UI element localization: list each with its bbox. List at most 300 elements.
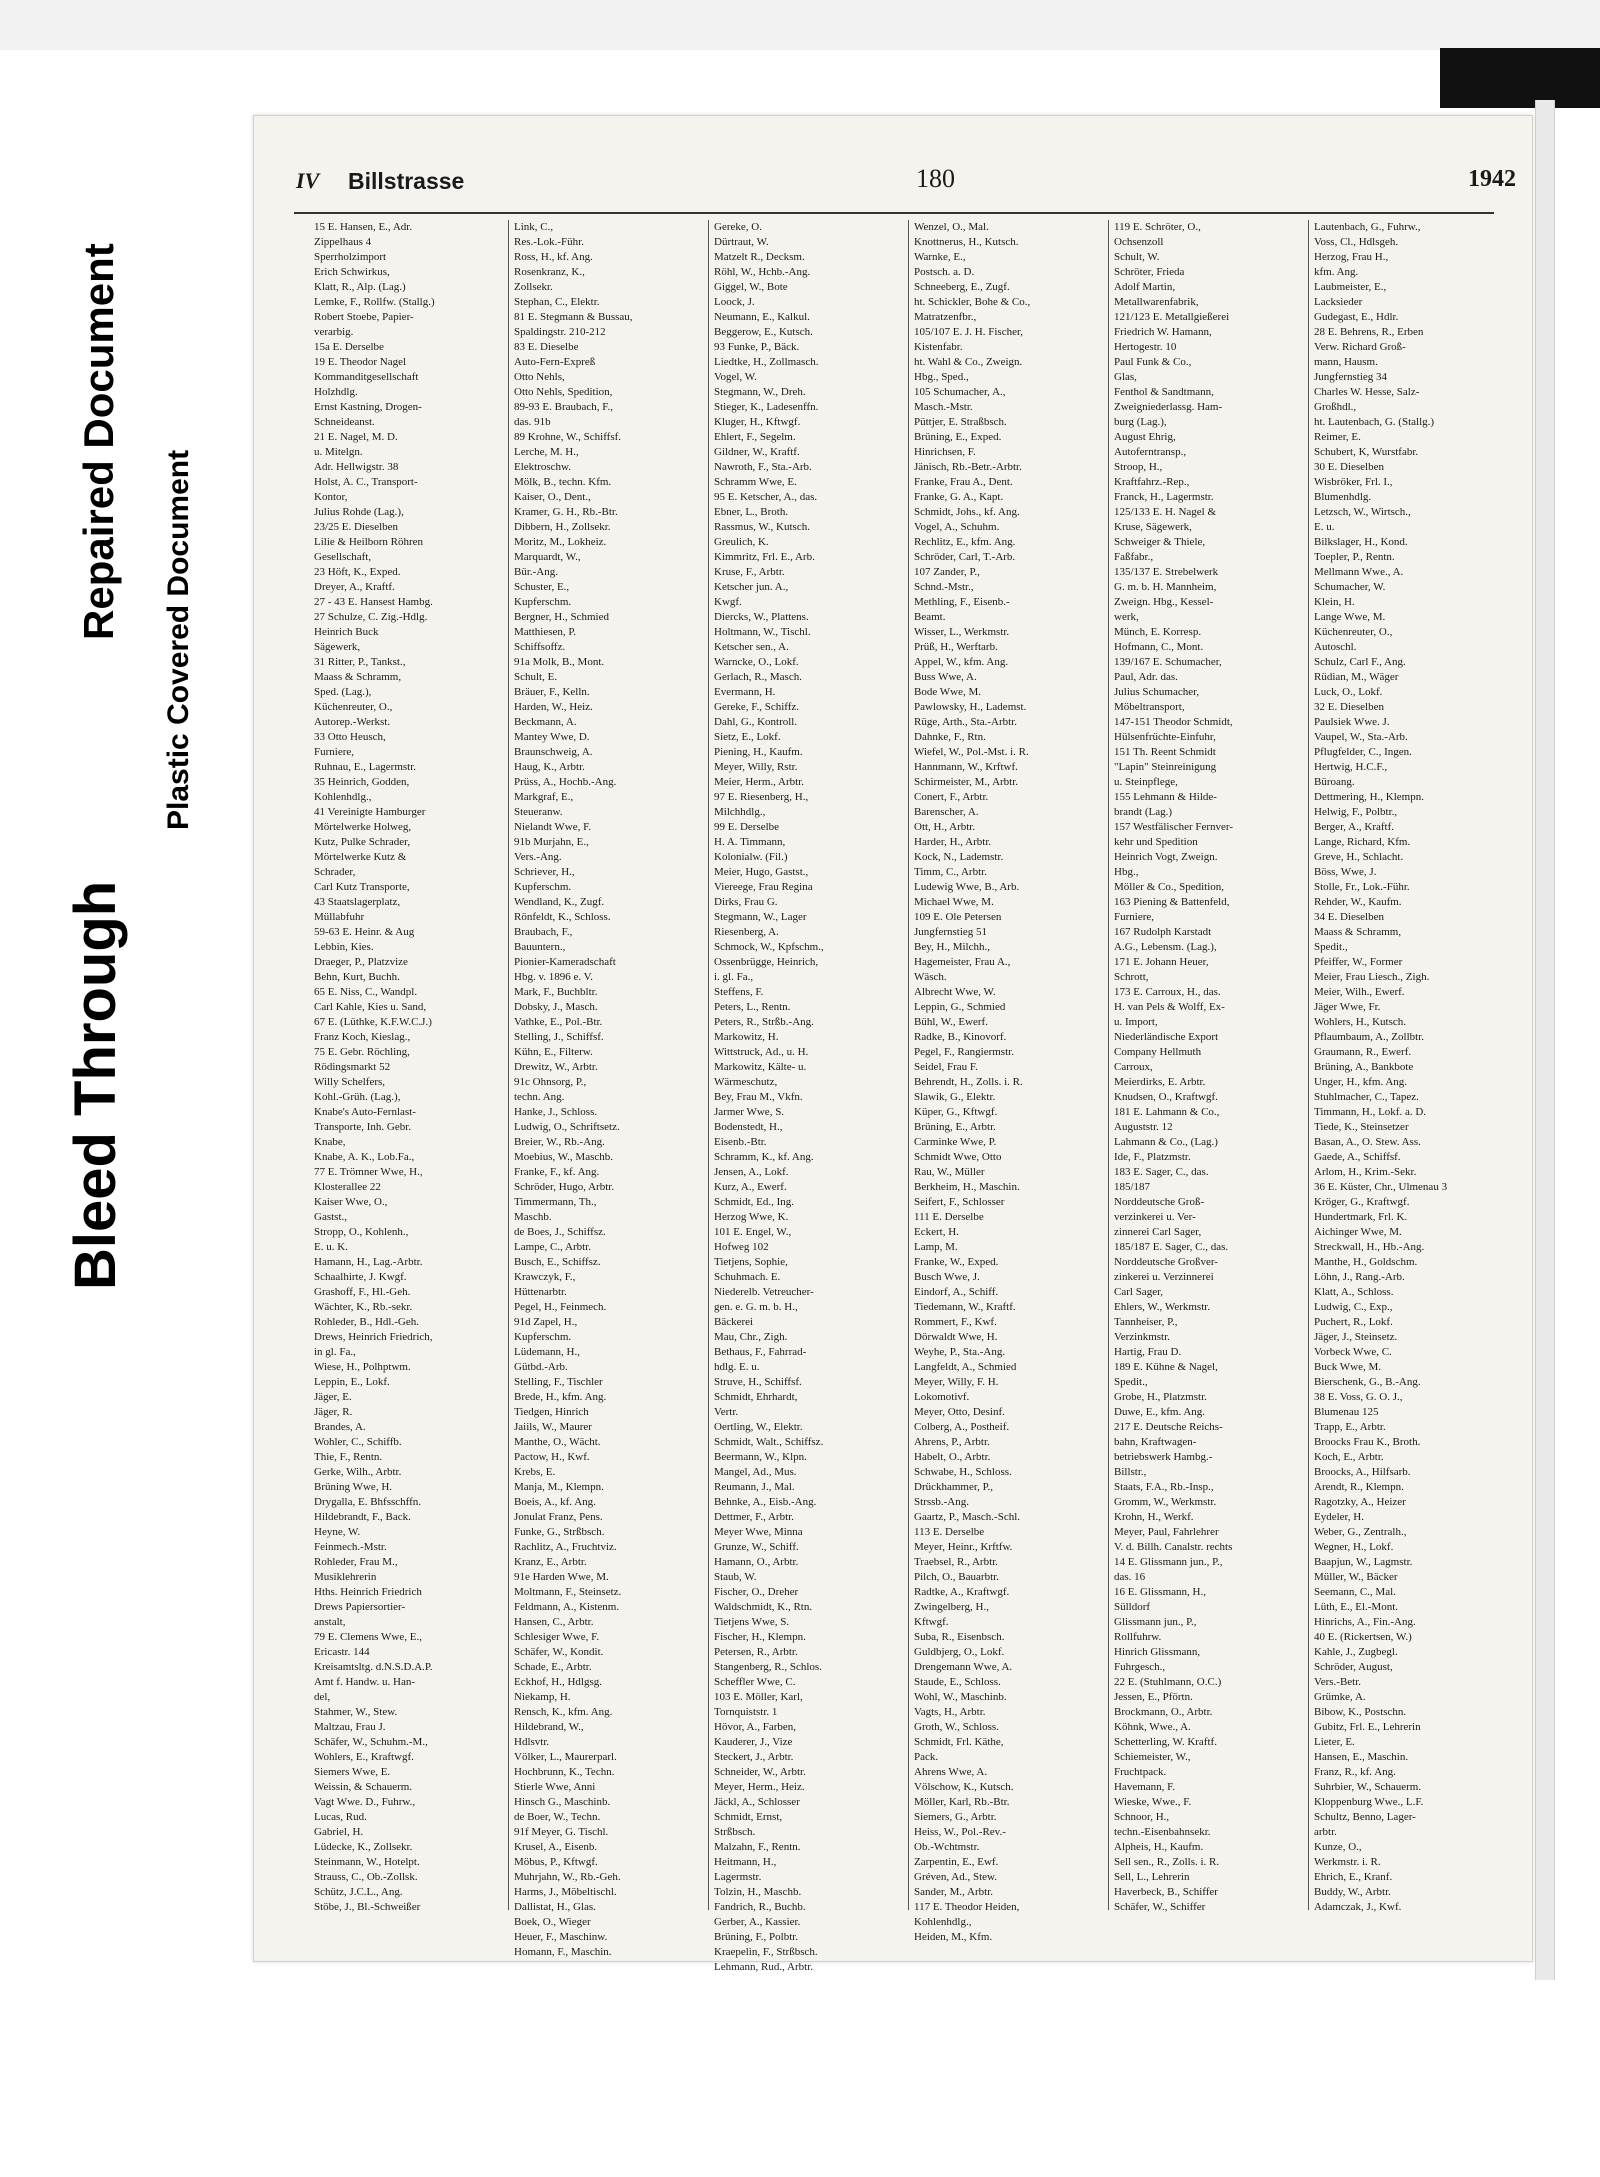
directory-entry: Schriever, H., <box>514 866 575 878</box>
directory-entry: Mantey Wwe, D. <box>514 731 590 743</box>
directory-entry: Breier, W., Rb.-Ang. <box>514 1136 605 1148</box>
directory-entry: Pegel, H., Feinmech. <box>514 1301 607 1313</box>
directory-entry: Gaede, A., Schiffsf. <box>1314 1151 1401 1163</box>
directory-entry: Hanke, J., Schloss. <box>514 1106 598 1118</box>
directory-entry: E. u. <box>1314 521 1335 533</box>
directory-entry: Drewitz, W., Arbtr. <box>514 1061 598 1073</box>
directory-entry: Rollfuhrw. <box>1114 1631 1162 1643</box>
directory-entry: Klatt, R., Alp. (Lag.) <box>314 281 406 293</box>
directory-entry: Völschow, K., Kutsch. <box>914 1781 1014 1793</box>
directory-entry: Lacksieder <box>1314 296 1363 308</box>
directory-entry: Meyer Wwe, Minna <box>714 1526 803 1538</box>
directory-entry: Brüning, E., Arbtr. <box>914 1121 996 1133</box>
directory-entry: Pfeiffer, W., Former <box>1314 956 1403 968</box>
directory-entry: 99 E. Derselbe <box>714 821 780 833</box>
directory-entry: Hundertmark, Frl. K. <box>1314 1211 1408 1223</box>
directory-entry: Sägewerk, <box>314 641 361 653</box>
directory-entry: Vers.-Ang. <box>514 851 562 863</box>
directory-entry: 59-63 E. Heinr. & Aug <box>314 926 415 938</box>
directory-entry: Lilie & Heilborn Röhren <box>314 536 424 548</box>
directory-entry: Küchenreuter, O., <box>1314 626 1393 638</box>
directory-entry: 91c Ohnsorg, P., <box>514 1076 587 1088</box>
directory-entry: 43 Staatslagerplatz, <box>314 896 401 908</box>
directory-entry: Stegmann, W., Dreh. <box>714 386 806 398</box>
directory-entry: Rönfeldt, K., Schloss. <box>514 911 611 923</box>
directory-entry: Sped. (Lag.), <box>314 686 372 698</box>
directory-entry: Ide, F., Platzmstr. <box>1114 1151 1191 1163</box>
directory-entry: Carl Kutz Transporte, <box>314 881 410 893</box>
directory-entry: Warncke, O., Lokf. <box>714 656 799 668</box>
directory-entry: Ehrich, E., Kranf. <box>1314 1871 1393 1883</box>
directory-entry: Busch, E., Schiffsz. <box>514 1256 601 1268</box>
directory-entry: 171 E. Johann Heuer, <box>1114 956 1209 968</box>
directory-entry: Schröter, Frieda <box>1114 266 1185 278</box>
directory-entry: Stangenberg, R., Schlos. <box>714 1661 822 1673</box>
directory-entry: Schrader, <box>314 866 356 878</box>
directory-entry: Mellmann Wwe., A. <box>1314 566 1404 578</box>
directory-entry: Wäsch. <box>914 971 947 983</box>
directory-entry: 23/25 E. Dieselben <box>314 521 399 533</box>
directory-entry: Thie, F., Rentn. <box>314 1451 383 1463</box>
directory-entry: 101 E. Engel, W., <box>714 1226 792 1238</box>
directory-entry: Haverbeck, B., Schiffer <box>1114 1886 1218 1898</box>
directory-entry: Schiffsoffz. <box>514 641 566 653</box>
directory-entry: Schröder, Hugo, Arbtr. <box>514 1181 615 1193</box>
directory-entry: Musiklehrerin <box>314 1571 377 1583</box>
directory-entry: Hannmann, W., Krftwf. <box>914 761 1018 773</box>
directory-entry: Voss, Cl., Hdlsgeh. <box>1314 236 1399 248</box>
directory-entry: Jäckl, A., Schlosser <box>714 1796 800 1808</box>
directory-entry: 16 E. Glissmann, H., <box>1114 1586 1206 1598</box>
directory-entry: Hofmann, C., Mont. <box>1114 641 1204 653</box>
directory-entry: Markowitz, H. <box>714 1031 779 1043</box>
directory-entry: Kohl.-Grüh. (Lag.), <box>314 1091 401 1103</box>
directory-entry: Behrendt, H., Zolls. i. R. <box>914 1076 1023 1088</box>
directory-entry: Lange, Richard, Kfm. <box>1314 836 1411 848</box>
directory-entry: 113 E. Derselbe <box>914 1526 985 1538</box>
directory-column <box>1314 220 1508 1913</box>
directory-entry: Eisenb.-Btr. <box>714 1136 767 1148</box>
directory-entry: Tolzin, H., Maschb. <box>714 1886 802 1898</box>
directory-entry: Lehmann, Rud., Arbtr. <box>714 1961 813 1973</box>
directory-entry: Radke, B., Kinovorf. <box>914 1031 1007 1043</box>
directory-entry: Grashoff, F., Hl.-Geh. <box>314 1286 411 1298</box>
directory-entry: Hochbrunn, K., Techn. <box>514 1766 615 1778</box>
directory-entry: Köhnk, Wwe., A. <box>1114 1721 1191 1733</box>
directory-entry: Vogel, A., Schuhm. <box>914 521 1000 533</box>
directory-entry: Wohlers, H., Kutsch. <box>1314 1016 1406 1028</box>
directory-entry: Wohlers, E., Kraftwgf. <box>314 1751 414 1763</box>
directory-entry: i. gl. Fa., <box>714 971 754 983</box>
directory-entry: Klatt, A., Schloss. <box>1314 1286 1394 1298</box>
directory-entry: Herzog Wwe, K. <box>714 1211 789 1223</box>
directory-entry: Kahle, J., Zugbegl. <box>1314 1646 1398 1658</box>
directory-entry: Mölk, B., techn. Kfm. <box>514 476 612 488</box>
directory-entry: Kranz, E., Arbtr. <box>514 1556 587 1568</box>
directory-entry: Krawczyk, F., <box>514 1271 576 1283</box>
directory-entry: Eydeler, H. <box>1314 1511 1364 1523</box>
directory-entry: 189 E. Kühne & Nagel, <box>1114 1361 1218 1373</box>
directory-entry: Franke, W., Exped. <box>914 1256 999 1268</box>
directory-entry: Peters, R., Strßb.-Ang. <box>714 1016 814 1028</box>
directory-entry: 27 Schulze, C. Zig.-Hdlg. <box>314 611 428 623</box>
directory-entry: Stephan, C., Elektr. <box>514 296 600 308</box>
directory-entry: Busch Wwe, J. <box>914 1271 980 1283</box>
directory-entry: 185/187 <box>1114 1181 1151 1193</box>
directory-entry: Paul, Adr. das. <box>1114 671 1178 683</box>
directory-entry: Willy Schelfers, <box>314 1076 386 1088</box>
directory-entry: Glissmann jun., P., <box>1114 1616 1197 1628</box>
directory-entry: Röhl, W., Hchb.-Ang. <box>714 266 811 278</box>
directory-entry: Hamann, H., Lag.-Arbtr. <box>314 1256 423 1268</box>
directory-entry: Blumenhdlg. <box>1314 491 1372 503</box>
directory-entry: Ehlert, F., Segelm. <box>714 431 796 443</box>
directory-entry: Kraepelin, F., Strßbsch. <box>714 1946 818 1958</box>
directory-entry: Broocks, A., Hilfsarb. <box>1314 1466 1411 1478</box>
directory-entry: Niederländische Export <box>1114 1031 1219 1043</box>
directory-entry: Amt f. Handw. u. Han- <box>314 1676 416 1688</box>
directory-entry: 103 E. Möller, Karl, <box>714 1691 803 1703</box>
directory-entry: Jäger, J., Steinsetz. <box>1314 1331 1398 1343</box>
directory-entry: Feinmech.-Mstr. <box>314 1541 387 1553</box>
directory-entry: Robert Stoebe, Papier- <box>314 311 414 323</box>
header-rule <box>294 212 1494 214</box>
directory-entry: Piening, H., Kaufm. <box>714 746 803 758</box>
directory-entry: Maass & Schramm, <box>314 671 402 683</box>
directory-entry: Lemke, F., Rollfw. (Stallg.) <box>314 296 435 308</box>
directory-entry: Beermann, W., Klpn. <box>714 1451 807 1463</box>
directory-entry: Wendland, K., Zugf. <box>514 896 605 908</box>
directory-entry: Waldschmidt, K., Rtn. <box>714 1601 813 1613</box>
directory-entry: Jäger Wwe, Fr. <box>1314 1001 1381 1013</box>
directory-entry: Maschb. <box>514 1211 552 1223</box>
directory-entry: Carl Sager, <box>1114 1286 1164 1298</box>
directory-entry: Masch.-Mstr. <box>914 401 973 413</box>
directory-entry: Colberg, A., Postheif. <box>914 1421 1010 1433</box>
directory-entry: Lüdecke, K., Zollsekr. <box>314 1841 413 1853</box>
directory-entry: Autoschl. <box>1314 641 1357 653</box>
directory-entry: hdlg. E. u. <box>714 1361 760 1373</box>
directory-entry: Ruhnau, E., Lagermstr. <box>314 761 417 773</box>
directory-entry: Stahmer, W., Stew. <box>314 1706 398 1718</box>
directory-entry: Kurz, A., Ewerf. <box>714 1181 787 1193</box>
directory-entry: Jungfernstieg 34 <box>1314 371 1388 383</box>
directory-entry: Zweigniederlassg. Ham- <box>1114 401 1223 413</box>
directory-entry: Fischer, O., Dreher <box>714 1586 799 1598</box>
directory-entry: Lagermstr. <box>714 1871 762 1883</box>
directory-entry: Duwe, E., kfm. Ang. <box>1114 1406 1206 1418</box>
directory-entry: V. d. Billh. Canalstr. rechts <box>1114 1541 1233 1553</box>
directory-entry: techn.-Eisenbahnsekr. <box>1114 1826 1211 1838</box>
directory-entry: Schiemeister, W., <box>1114 1751 1191 1763</box>
directory-entry: Brockmann, O., Arbtr. <box>1114 1706 1213 1718</box>
directory-entry: Tietjens Wwe, S. <box>714 1616 790 1628</box>
directory-entry: Suba, R., Eisenbsch. <box>914 1631 1005 1643</box>
directory-entry: Steckert, J., Arbtr. <box>714 1751 794 1763</box>
directory-entry: Vagts, H., Arbtr. <box>914 1706 986 1718</box>
directory-entry: Timm, C., Arbtr. <box>914 866 987 878</box>
directory-entry: Haug, K., Arbtr. <box>514 761 585 773</box>
directory-entry: Moltmann, F., Steinsetz. <box>514 1586 622 1598</box>
directory-entry: Hildebrandt, F., Back. <box>314 1511 411 1523</box>
directory-entry: Meier, Herm., Arbtr. <box>714 776 804 788</box>
directory-entry: Schneideanst. <box>314 416 375 428</box>
directory-entry: Letzsch, W., Wirtsch., <box>1314 506 1411 518</box>
directory-entry: anstalt, <box>314 1616 346 1628</box>
directory-entry: Wisser, L., Werkmstr. <box>914 626 1010 638</box>
directory-entry: Pflugfelder, C., Ingen. <box>1314 746 1412 758</box>
directory-entry: Ob.-Wchtmstr. <box>914 1841 980 1853</box>
directory-entry: Ludewig Wwe, B., Arb. <box>914 881 1020 893</box>
directory-entry: Sülldorf <box>1114 1601 1151 1613</box>
directory-entry: Tiede, K., Steinsetzer <box>1314 1121 1409 1133</box>
directory-entry: Knottnerus, H., Kutsch. <box>914 236 1019 248</box>
directory-entry: Spaldingstr. 210-212 <box>514 326 606 338</box>
directory-entry: Krebs, E. <box>514 1466 556 1478</box>
directory-entry: Habelt, O., Arbtr. <box>914 1451 991 1463</box>
directory-entry: Schmidt, Frl. Käthe, <box>914 1736 1004 1748</box>
directory-entry: Gerke, Wilh., Arbtr. <box>314 1466 402 1478</box>
directory-entry: Knudsen, O., Kraftwgf. <box>1114 1091 1218 1103</box>
directory-entry: Büroang. <box>1314 776 1355 788</box>
directory-entry: Rechlitz, E., kfm. Ang. <box>914 536 1016 548</box>
directory-entry: Zarpentin, E., Ewf. <box>914 1856 999 1868</box>
directory-entry: Müllabfuhr <box>314 911 365 923</box>
directory-entry: Ahrens Wwe, A. <box>914 1766 988 1778</box>
directory-entry: Ahrens, P., Arbtr. <box>914 1436 990 1448</box>
directory-entry: Slawik, G., Elektr. <box>914 1091 996 1103</box>
directory-entry: 135/137 E. Strebelwerk <box>1114 566 1219 578</box>
directory-entry: Ketscher jun. A., <box>714 581 789 593</box>
directory-entry: Rensch, K., kfm. Ang. <box>514 1706 613 1718</box>
directory-entry: Knabe, <box>314 1136 346 1148</box>
directory-entry: Jarmer Wwe, S. <box>714 1106 785 1118</box>
directory-entry: 31 Ritter, P., Tankst., <box>314 656 406 668</box>
directory-entry: Ericastr. 144 <box>314 1646 370 1658</box>
directory-entry: Schäfer, W., Kondit. <box>514 1646 604 1658</box>
directory-entry: Lange Wwe, M. <box>1314 611 1386 623</box>
directory-entry: 105/107 E. J. H. Fischer, <box>914 326 1023 338</box>
directory-entry: Baapjun, W., Lagmstr. <box>1314 1556 1413 1568</box>
directory-entry: Jäger, E. <box>314 1391 352 1403</box>
repaired-document-label: Repaired Document <box>75 243 122 640</box>
directory-entry: Wenzel, O., Mal. <box>914 221 989 233</box>
directory-entry: Hths. Heinrich Friedrich <box>314 1586 422 1598</box>
directory-entry: Arendt, R., Klempn. <box>1314 1481 1404 1493</box>
directory-entry: Paulsiek Wwe. J. <box>1314 716 1390 728</box>
directory-entry: werk, <box>1114 611 1139 623</box>
directory-entry: Radtke, A., Kraftwgf. <box>914 1586 1010 1598</box>
directory-entry: Stolle, Fr., Lok.-Führ. <box>1314 881 1410 893</box>
directory-entry: Adolf Martin, <box>1114 281 1176 293</box>
directory-entry: Dürtraut, W. <box>714 236 769 248</box>
directory-entry: Weissin, & Schauerm. <box>314 1781 413 1793</box>
directory-column <box>514 220 709 1958</box>
directory-entry: Fruchtpack. <box>1114 1766 1167 1778</box>
directory-entry: Bodenstedt, H., <box>714 1121 783 1133</box>
directory-entry: Verw. Richard Groß- <box>1314 341 1406 353</box>
directory-entry: Lüdemann, H., <box>514 1346 580 1358</box>
directory-entry: Lebbin, Kies. <box>314 941 374 953</box>
directory-entry: Marquardt, W., <box>514 551 581 563</box>
directory-entry: Krohn, H., Werkf. <box>1114 1511 1194 1523</box>
directory-entry: Buss Wwe, A. <box>914 671 977 683</box>
directory-entry: Kreisamtsltg. d.N.S.D.A.P. <box>314 1661 433 1673</box>
directory-entry: Lampe, C., Arbtr. <box>514 1241 591 1253</box>
directory-entry: Strßbsch. <box>714 1826 756 1838</box>
directory-entry: Beggerow, E., Kutsch. <box>714 326 813 338</box>
page-number: 180 <box>916 164 955 193</box>
directory-entry: Püttjer, E. Straßbsch. <box>914 416 1007 428</box>
directory-entry: 75 E. Gebr. Röchling, <box>314 1046 410 1058</box>
directory-entry: Schnoor, H., <box>1114 1811 1170 1823</box>
directory-entry: Pactow, H., Kwf. <box>514 1451 590 1463</box>
directory-entry: Eindorf, A., Schiff. <box>914 1286 999 1298</box>
directory-entry: Heiden, M., Kfm. <box>914 1931 993 1943</box>
directory-entry: Autorep.-Werkst. <box>314 716 391 728</box>
directory-entry: Schulz, Carl F., Ang. <box>1314 656 1406 668</box>
directory-entry: 65 E. Niss, C., Wandpl. <box>314 986 418 998</box>
directory-entry: Pflaumbaum, A., Zollbtr. <box>1314 1031 1424 1043</box>
directory-entry: Brede, H., kfm. Ang. <box>514 1391 607 1403</box>
directory-entry: Holst, A. C., Transport- <box>314 476 418 488</box>
directory-entry: verarbig. <box>314 326 354 338</box>
directory-entry: Küper, G., Kftwgf. <box>914 1106 998 1118</box>
directory-entry: August Ehrig, <box>1114 431 1176 443</box>
directory-entry: Spedit., <box>1314 941 1348 953</box>
directory-entry: Gabriel, H. <box>314 1826 364 1838</box>
directory-entry: Völker, L., Maurerparl. <box>514 1751 617 1763</box>
directory-entry: Lamp, M. <box>914 1241 958 1253</box>
directory-entry: Knabe, A. K., Lob.Fa., <box>314 1151 415 1163</box>
directory-entry: Strssb.-Ang. <box>914 1496 970 1508</box>
bleed-through-label: Bleed Through <box>63 880 128 1290</box>
directory-entry: Grobe, H., Platzmstr. <box>1114 1391 1207 1403</box>
directory-entry: Steueranw. <box>514 806 563 818</box>
directory-entry: 15 E. Hansen, E., Adr. <box>314 221 413 233</box>
page-header <box>296 164 1516 204</box>
directory-entry: Meierdirks, E. Arbtr. <box>1114 1076 1206 1088</box>
directory-entry: Schmidt, Ernst, <box>714 1811 783 1823</box>
directory-entry: Carl Kahle, Kies u. Sand, <box>314 1001 427 1013</box>
directory-entry: Schröder, Carl, T.-Arb. <box>914 551 1016 563</box>
directory-entry: Moebius, W., Maschb. <box>514 1151 613 1163</box>
directory-entry: Braunschweig, A. <box>514 746 593 758</box>
directory-entry: Vagt Wwe. D., Fuhrw., <box>314 1796 416 1808</box>
directory-entry: Meier, Frau Liesch., Zigh. <box>1314 971 1430 983</box>
directory-entry: Rüge, Arth., Sta.-Arbtr. <box>914 716 1017 728</box>
directory-entry: Bühl, W., Ewerf. <box>914 1016 988 1028</box>
directory-entry: Dettmer, F., Arbtr. <box>714 1511 794 1523</box>
directory-entry: brandt (Lag.) <box>1114 806 1173 818</box>
directory-entry: Gaartz, P., Masch.-Schl. <box>914 1511 1021 1523</box>
directory-entry: Bür.-Ang. <box>514 566 558 578</box>
directory-entry: Grunze, W., Schiff. <box>714 1541 799 1553</box>
directory-entry: Carroux, <box>1114 1061 1153 1073</box>
directory-entry: Klein, H. <box>1314 596 1355 608</box>
directory-entry: Wittstruck, Ad., u. H. <box>714 1046 809 1058</box>
directory-entry: Conert, F., Arbtr. <box>914 791 989 803</box>
street-name: Billstrasse <box>348 168 465 194</box>
directory-entry: 181 E. Lahmann & Co., <box>1114 1106 1220 1118</box>
directory-entry: Staats, F.A., Rb.-Insp., <box>1114 1481 1214 1493</box>
directory-entry: Mark, F., Buchbltr. <box>514 986 598 998</box>
directory-entry: Gütbd.-Arb. <box>514 1361 568 1373</box>
directory-entry: 105 Schumacher, A., <box>914 386 1006 398</box>
plastic-covered-label: Plastic Covered Document <box>162 449 195 830</box>
directory-entry: Klosterallee 22 <box>314 1181 381 1193</box>
directory-entry: Jonulat Franz, Pens. <box>514 1511 603 1523</box>
directory-entry: Weyhe, P., Sta.-Ang. <box>914 1346 1006 1358</box>
scan-top-band <box>0 0 1600 50</box>
directory-entry: u. Steinpflege, <box>1114 776 1178 788</box>
directory-entry: Jessen, E., Pförtn. <box>1114 1691 1193 1703</box>
directory-entry: Gubitz, Frl. E., Lehrerin <box>1314 1721 1421 1733</box>
directory-entry: Ketscher sen., A. <box>714 641 789 653</box>
directory-entry: Luck, O., Lokf. <box>1314 686 1383 698</box>
directory-entry: Feldmann, A., Kistenm. <box>514 1601 620 1613</box>
directory-entry: Warnke, E., <box>914 251 966 263</box>
directory-entry: 97 E. Riesenberg, H., <box>714 791 809 803</box>
directory-entry: Petersen, R., Arbtr. <box>714 1646 798 1658</box>
directory-entry: Verzinkmstr. <box>1114 1331 1170 1343</box>
directory-entry: Milchhdlg., <box>714 806 766 818</box>
directory-entry: Leppin, G., Schmied <box>914 1001 1006 1013</box>
directory-entry: Graumann, R., Ewerf. <box>1314 1046 1412 1058</box>
directory-entry: Meyer, Heinr., Krftfw. <box>914 1541 1013 1553</box>
directory-entry: Rau, W., Müller <box>914 1166 985 1178</box>
directory-entry: Dallistat, H., Glas. <box>514 1901 596 1913</box>
directory-entry: Bethaus, F., Fahrrad- <box>714 1346 807 1358</box>
directory-entry: verzinkerei u. Ver- <box>1114 1211 1196 1223</box>
directory-entry: Dahnke, F., Rtn. <box>914 731 986 743</box>
directory-entry: Kröger, G., Kraftwgf. <box>1314 1196 1410 1208</box>
directory-entry: Gildner, W., Kraftf. <box>714 446 800 458</box>
directory-entry: 35 Heinrich, Godden, <box>314 776 410 788</box>
directory-entry: Rödingsmarkt 52 <box>314 1061 391 1073</box>
directory-entry: Otto Nehls, <box>514 371 565 383</box>
directory-entry: 41 Vereinigte Hamburger <box>314 806 426 818</box>
directory-entry: Schütz, J.C.L., Ang. <box>314 1886 403 1898</box>
directory-entry: Guldbjerg, O., Lokf. <box>914 1646 1005 1658</box>
directory-entry: Groth, W., Schloss. <box>914 1721 999 1733</box>
directory-entry: Muhrjahn, W., Rb.-Geh. <box>514 1871 621 1883</box>
directory-entry: Schuhmach. E. <box>714 1271 781 1283</box>
directory-entry: Jensen, A., Lokf. <box>714 1166 789 1178</box>
directory-entry: 93 Funke, P., Bäck. <box>714 341 800 353</box>
directory-entry: Moritz, M., Lokheiz. <box>514 536 607 548</box>
directory-entry: Suhrbier, W., Schauerm. <box>1314 1781 1422 1793</box>
directory-entry: techn. Ang. <box>514 1091 565 1103</box>
directory-entry: Zweign. Hbg., Kessel- <box>1114 596 1214 608</box>
directory-entry: 36 E. Küster, Chr., Ulmenau 3 <box>1314 1181 1448 1193</box>
directory-entry: Manja, M., Klempn. <box>514 1481 604 1493</box>
directory-entry: Barenscher, A. <box>914 806 979 818</box>
directory-entry: 217 E. Deutsche Reichs- <box>1114 1421 1223 1433</box>
directory-entry: Behnke, A., Eisb.-Ang. <box>714 1496 817 1508</box>
directory-column <box>314 220 509 1913</box>
directory-entry: Transporte, Inh. Gebr. <box>314 1121 412 1133</box>
directory-entry: Heiss, W., Pol.-Rev.- <box>914 1826 1006 1838</box>
directory-entry: Res.-Lok.-Führ. <box>514 236 584 248</box>
directory-entry: Brüning, A., Bankbote <box>1314 1061 1414 1073</box>
directory-entry: Funke, G., Strßbsch. <box>514 1526 605 1538</box>
directory-entry: Krusel, A., Eisenb. <box>514 1841 598 1853</box>
directory-entry: Ludwig, C., Exp., <box>1314 1301 1393 1313</box>
directory-entry: 167 Rudolph Karstadt <box>1114 926 1212 938</box>
directory-entry: Bräuer, F., Kelln. <box>514 686 590 698</box>
directory-entry: Broocks Frau K., Broth. <box>1314 1436 1421 1448</box>
